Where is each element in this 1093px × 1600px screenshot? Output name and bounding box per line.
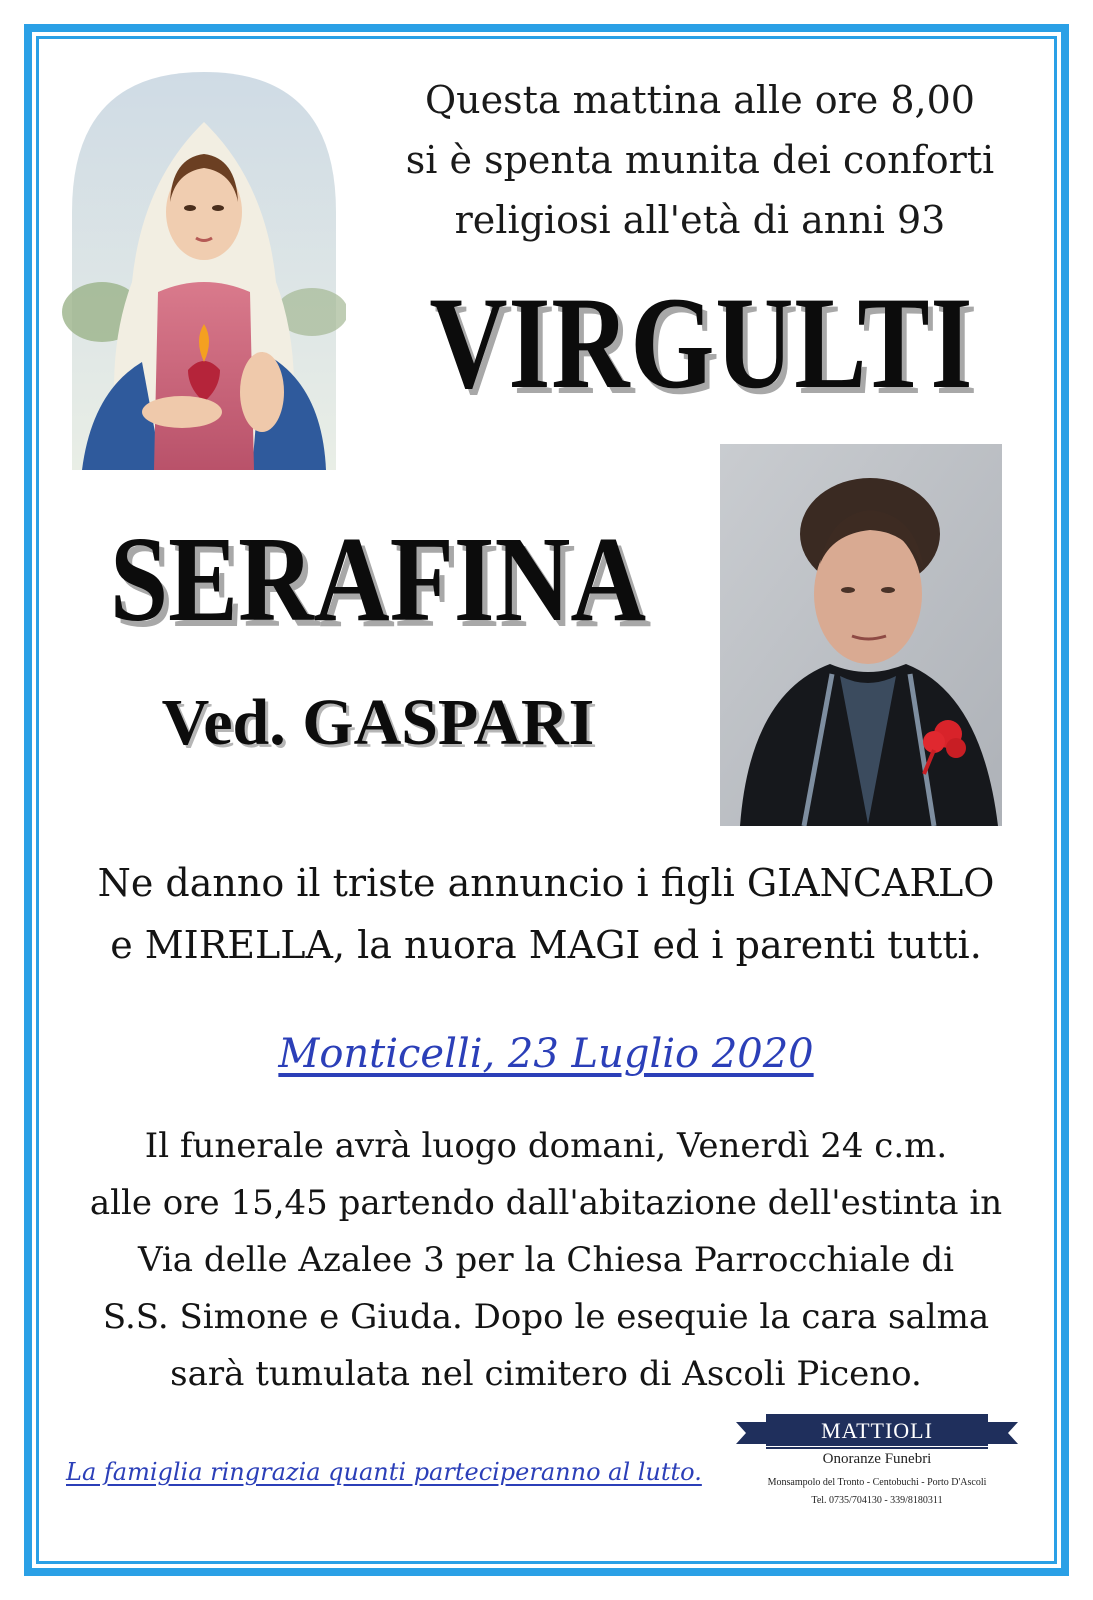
place-date bbox=[46, 1022, 1046, 1086]
funeral-line: S.S. Simone e Giuda. Dopo le esequie la cara salma bbox=[102, 1297, 990, 1337]
funeral-home-subtitle: Onoranze Funebri bbox=[822, 1451, 932, 1467]
deceased-widow-of: Ved. GASPARI bbox=[161, 686, 595, 759]
intro-line: Questa mattina alle ore 8,00 bbox=[425, 78, 975, 122]
funeral-line: Via delle Azalee 3 per la Chiesa Parrocchiale di bbox=[137, 1240, 955, 1280]
family-thanks-text: La famiglia ringrazia quanti parteciperanno al lutto. bbox=[66, 1458, 702, 1486]
place-date-text: Monticelli, 23 Luglio 2020 bbox=[278, 1031, 814, 1077]
madonna-image bbox=[62, 62, 346, 470]
funeral-home-name: MATTIOLI bbox=[821, 1418, 933, 1443]
intro-line: religiosi all'età di anni 93 bbox=[454, 198, 946, 242]
announcement-line: e MIRELLA, la nuora MAGI ed i parenti tutti. bbox=[110, 923, 982, 967]
deceased-first-name: SERAFINA bbox=[109, 512, 647, 647]
intro-line: si è spenta munita dei conforti bbox=[405, 138, 995, 182]
deceased-surname: VIRGULTI bbox=[429, 269, 974, 416]
death-notice-intro bbox=[370, 70, 1030, 250]
announcement-line: Ne danno il triste annuncio i figli GIANCARLO bbox=[97, 861, 995, 905]
funeral-line: alle ore 15,45 partendo dall'abitazione dell'estinta in bbox=[89, 1183, 1003, 1223]
portrait-photo bbox=[720, 444, 1002, 826]
funeral-line: Il funerale avrà luogo domani, Venerdì 24 c.m. bbox=[144, 1126, 948, 1166]
funeral-home-logo bbox=[736, 1412, 1018, 1516]
funeral-home-phone: Tel. 0735/704130 - 339/8180311 bbox=[811, 1495, 943, 1506]
funeral-line: sarà tumulata nel cimitero di Ascoli Piceno. bbox=[170, 1354, 922, 1394]
family-announcement bbox=[46, 852, 1046, 976]
funeral-home-locations: Monsampolo del Tronto - Centobuchi - Porto D'Ascoli bbox=[767, 1477, 987, 1488]
funeral-details bbox=[46, 1118, 1046, 1403]
family-thanks bbox=[66, 1452, 726, 1492]
